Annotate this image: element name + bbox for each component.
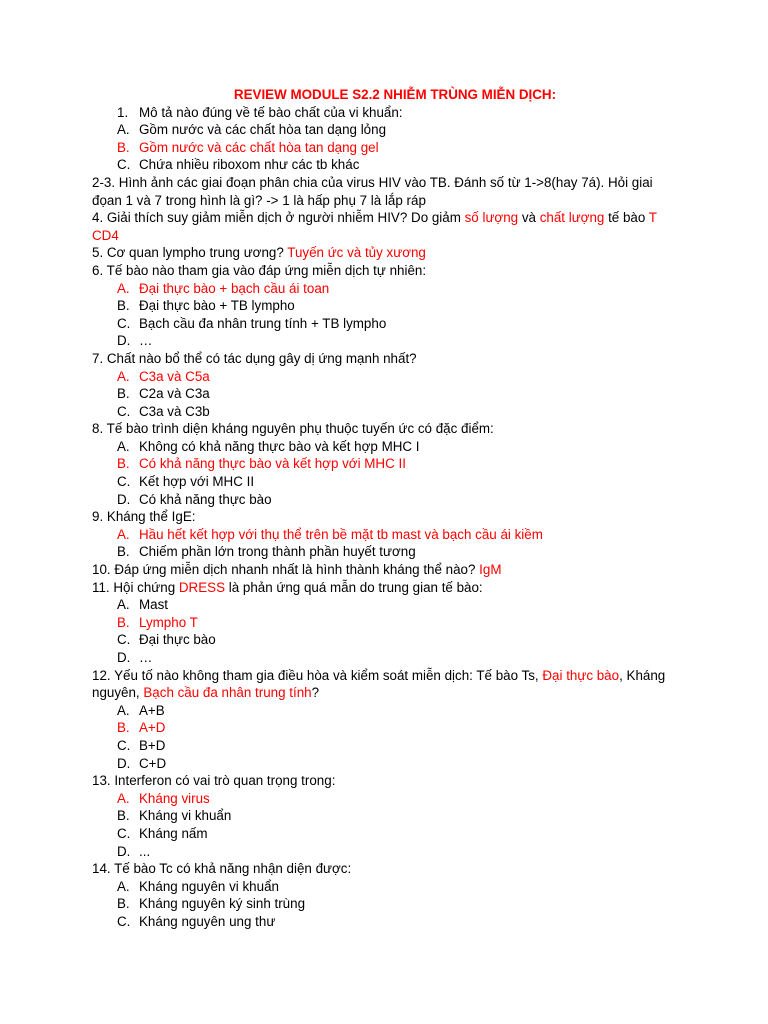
option-label: B. — [117, 386, 130, 402]
option-text: Kết hợp với MHC II — [139, 474, 255, 490]
option-text: Kháng nguyên ung thư — [139, 913, 276, 929]
option-label: A. — [117, 122, 130, 138]
option-text: Kháng nguyên vi khuẩn — [139, 878, 279, 894]
option-label: C. — [117, 315, 131, 331]
answer-highlight: chất lượng — [539, 210, 605, 226]
answer-highlight: T CD4 — [92, 210, 657, 243]
option-11a — [92, 596, 684, 614]
option-11b-answer — [92, 614, 684, 632]
option-text: B+D — [139, 737, 166, 753]
option-12a — [92, 702, 684, 720]
option-text: Lympho T — [139, 614, 198, 630]
option-label: B. — [117, 456, 130, 472]
option-7a-answer — [92, 368, 684, 386]
question-7: 7. Chất nào bổ thể có tác dụng gây dị ứng mạnh nhất? — [92, 350, 417, 366]
option-6a-answer — [92, 280, 684, 298]
option-7b — [92, 385, 684, 403]
option-12d — [92, 755, 684, 773]
option-label: C. — [117, 737, 131, 753]
option-label: A. — [117, 597, 130, 613]
option-label: B. — [117, 614, 130, 630]
option-text: Hầu hết kết hợp với thụ thể trên bề mặt tb mast và bạch cầu ái kiềm — [139, 526, 543, 542]
question-number: 1. — [117, 104, 129, 120]
answer-highlight: Tuyến ức và tủy xương — [287, 245, 426, 261]
option-9b — [92, 543, 684, 561]
question-9: 9. Kháng thể IgE: — [92, 509, 196, 525]
option-label: A. — [117, 878, 130, 894]
option-11c — [92, 631, 684, 649]
option-text: Đại thực bào — [139, 632, 216, 648]
option-text: Bạch cầu đa nhân trung tính + TB lympho — [139, 315, 387, 331]
option-label: D. — [117, 650, 131, 665]
question-8: 8. Tế bào trình diện kháng nguyên phụ thuộc tuyến ức có đặc điểm: — [92, 421, 494, 437]
option-label: A. — [117, 368, 130, 384]
question-text: 4. Giải thích suy giảm miễn dịch ở người nhiễm HIV? Do giảm — [92, 210, 465, 226]
question-text: là phản ứng quá mẫn do trung gian tế bào: — [225, 579, 483, 595]
option-9a-answer — [92, 526, 684, 544]
option-text: Có khả năng thực bào và kết hợp với MHC II — [139, 456, 406, 472]
option-1a — [92, 121, 684, 139]
option-text: C+D — [139, 755, 167, 771]
option-6c — [92, 315, 684, 333]
question-13: 13. Interferon có vai trò quan trọng trong: — [92, 773, 336, 789]
option-text: Có khả năng thực bào — [139, 491, 272, 507]
option-label: C. — [117, 403, 131, 419]
option-label: C. — [117, 157, 131, 173]
option-label: C. — [117, 913, 131, 929]
option-text: Kháng nguyên ký sinh trùng — [139, 896, 306, 912]
option-text: Chiếm phần lớn trong thành phần huyết tương — [139, 544, 416, 560]
option-12b-answer — [92, 719, 684, 737]
question-6: 6. Tế bào nào tham gia vào đáp ứng miễn dịch tự nhiên: — [92, 262, 427, 278]
option-label: A. — [117, 526, 130, 542]
option-8d — [92, 491, 684, 509]
option-label: B. — [117, 808, 130, 824]
option-label: D. — [117, 843, 131, 859]
option-text: Kháng virus — [139, 790, 210, 806]
option-label: C. — [117, 474, 131, 490]
answer-highlight: số lượng — [464, 210, 519, 226]
question-text: Mô tả nào đúng về tế bào chất của vi khuẩn: — [139, 104, 403, 120]
option-label: A. — [117, 702, 130, 718]
option-label: B. — [117, 720, 130, 736]
option-6d — [92, 332, 684, 350]
option-text: … — [139, 650, 153, 665]
question-2-3: 2-3. Hình ảnh các giai đoạn phân chia của virus HIV vào TB. Đánh số từ 1->8(hay 7á). Hỏi giai đọan 1 và 7 trong hình là gì? -> 1 là hấp phụ 7 là lắp ráp — [92, 174, 653, 208]
option-text: C3a và C3b — [139, 403, 210, 419]
option-text: Chứa nhiều riboxom như các tb khác — [139, 157, 360, 173]
option-13b — [92, 807, 684, 825]
question-4 — [92, 209, 684, 244]
option-1b-answer — [92, 139, 684, 157]
option-text: Mast — [139, 597, 169, 613]
option-text: Gồm nước và các chất hòa tan dạng lỏng — [139, 122, 387, 138]
question-14: 14. Tế bào Tc có khả năng nhận diện được: — [92, 861, 352, 877]
answer-highlight: IgM — [479, 562, 502, 578]
option-text: … — [139, 333, 153, 349]
option-text: Kháng vi khuẩn — [139, 808, 232, 824]
question-text: 12. Yếu tố nào không tham gia điều hòa và kiểm soát miễn dịch: Tế bào Ts, — [92, 667, 543, 683]
question-11 — [92, 579, 684, 597]
question-text: 11. Hội chứng — [92, 579, 179, 595]
option-11d — [92, 649, 684, 667]
option-text: Gồm nước và các chất hòa tan dạng gel — [139, 139, 379, 155]
option-label: D. — [117, 755, 131, 771]
option-14b — [92, 895, 684, 913]
option-14c — [92, 913, 684, 931]
question-text: ? — [311, 685, 320, 701]
question-text: và — [518, 210, 540, 226]
option-8a — [92, 438, 684, 456]
option-label: A. — [117, 790, 130, 806]
option-text: A+D — [139, 720, 166, 736]
question-text: 10. Đáp ứng miễn dịch nhanh nhất là hình thành kháng thể nào? — [92, 562, 480, 578]
document-body — [92, 86, 684, 931]
option-label: C. — [117, 825, 131, 841]
option-7c — [92, 403, 684, 421]
question-text: , Kháng nguyên, — [92, 667, 666, 701]
option-label: B. — [117, 896, 130, 912]
option-text: Đại thực bào + bạch cầu ái toan — [139, 280, 330, 296]
option-text: Kháng nấm — [139, 825, 208, 841]
option-text: Không có khả năng thực bào và kết hợp MHC I — [139, 438, 420, 454]
option-label: B. — [117, 544, 130, 560]
option-6b — [92, 297, 684, 315]
option-14a — [92, 878, 684, 896]
option-12c — [92, 737, 684, 755]
option-8b-answer — [92, 455, 684, 473]
option-1c — [92, 156, 684, 174]
answer-highlight: Bạch cầu đa nhân trung tính — [143, 685, 312, 701]
option-text: C2a và C3a — [139, 386, 210, 402]
option-13a-answer — [92, 790, 684, 808]
option-13d — [92, 843, 684, 861]
question-text: 5. Cơ quan lympho trung ương? — [92, 245, 288, 261]
option-label: D. — [117, 491, 131, 507]
answer-highlight: Đại thực bào — [542, 667, 620, 683]
answer-highlight: DRESS — [178, 579, 226, 595]
option-label: A. — [117, 280, 130, 296]
option-text: C3a và C5a — [139, 368, 210, 384]
option-text: Đại thực bào + TB lympho — [139, 298, 295, 314]
question-12 — [92, 667, 684, 702]
option-8c — [92, 473, 684, 491]
option-label: B. — [117, 139, 130, 155]
option-text: A+B — [139, 702, 165, 718]
question-10 — [92, 561, 684, 579]
question-text: tế bào — [604, 210, 649, 226]
option-text: ... — [139, 843, 151, 859]
option-label: A. — [117, 438, 130, 454]
option-label: C. — [117, 632, 131, 648]
question-1 — [92, 104, 684, 122]
document-title: REVIEW MODULE S2.2 NHIỄM TRÙNG MIỄN DỊCH: — [233, 87, 557, 102]
option-13c — [92, 825, 684, 843]
question-5 — [92, 244, 684, 262]
option-label: D. — [117, 333, 131, 349]
option-label: B. — [117, 298, 130, 314]
